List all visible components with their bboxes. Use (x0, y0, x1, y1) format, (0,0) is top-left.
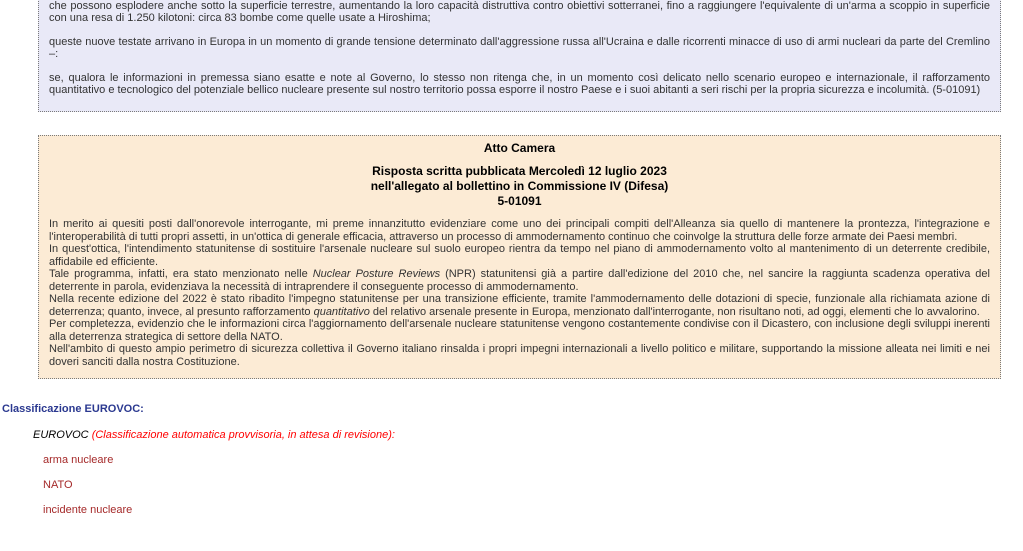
response-body-line: Nella recente edizione del 2022 è stato ribadito l'impegno statunitense per una transizione efficiente, tramite l'ammodernamento delle dotazioni di specie, funzionale alla richiamata azione di deterrenza; quanto, invece, al presunto rafforzamento quantitativo del relativo arsenale presente in Europa, menzionato dall'interrogante, non risultano noti, ad oggi, elementi che lo avvalorino. (49, 293, 990, 318)
response-bulletin-line: nell'allegato al bollettino in Commissione IV (Difesa) (370, 179, 669, 193)
response-body-line: In merito ai quesiti posti dall'onorevole interrogante, mi preme innanzitutto evidenziare come uno dei principali compiti dell'Alleanza sia quello di mantenere la prontezza, l'integrazione e l'interoperabilità di tutti propri assetti, in un'ottica di generale efficacia, attraverso un processo di ammodernamento continuo che coinvolge la struttura delle forze armate dei Paesi membri. (49, 218, 990, 243)
eurovoc-revision-note: (Classificazione automatica provvisoria, in attesa di revisione): (91, 429, 395, 441)
premise-paragraph: se, qualora le informazioni in premessa siano esatte e note al Governo, lo stesso non ritenga che, in un momento così delicato nello scenario europeo e internazionale, il rafforzamento quantitativo e tecnologico del potenziale bellico nucleare presente sul nostro territorio possa esporre il nostro Paese e i suoi abitanti a seri rischi per la propria sicurezza e incolumità. (5-01091) (49, 72, 990, 96)
premise-paragraph: queste nuove testate arrivano in Europa in un momento di grande tensione determinato dall'aggressione russa all'Ucraina e dalle ricorrenti minacce di uso di armi nucleari da parte del Cremlino –: (49, 36, 990, 60)
atto-camera-box (38, 135, 1001, 379)
eurovoc-label-line (33, 429, 1023, 442)
eurovoc-heading: Classificazione EUROVOC: (2, 403, 144, 415)
atto-camera-title: Atto Camera (483, 141, 556, 155)
eurovoc-label: EUROVOC (33, 429, 89, 441)
eurovoc-term-link[interactable]: NATO (43, 479, 73, 491)
response-body-line: Nell'ambito di questo ampio perimetro di sicurezza collettiva il Governo italiano rinsalda i propri impegni internazionali a livello politico e militare, supportando la missione alleata nei limiti e nei doveri sanciti dalla nostra Costituzione. (49, 343, 990, 368)
response-body-line: In quest'ottica, l'intendimento statunitense di sostituire l'arsenale nucleare sul suolo europeo rientra da tempo nel piano di ammodernamento volto al mantenimento di un deterrente credibile, affidabile ed efficiente. (49, 243, 990, 268)
eurovoc-section (0, 403, 1023, 517)
response-published-line: Risposta scritta pubblicata Mercoledì 12 luglio 2023 (372, 164, 667, 178)
response-body (49, 218, 990, 368)
response-body-line: Per completezza, evidenzio che le informazioni circa l'aggiornamento dell'arsenale nucleare statunitense vengono costantemente condivise con il Dicastero, con inclusione degli sviluppi inerenti alla deterrenza strategica di settore della NATO. (49, 318, 990, 343)
question-premise-box (38, 0, 1001, 112)
premise-paragraph: che possono esplodere anche sotto la superficie terrestre, aumentando la loro capacità distruttiva contro obiettivi sotterranei, fino a raggiungere l'equivalente di un'arma a scoppio in superficie con una resa di 1.250 kilotoni: circa 83 bombe come quelle usate a Hiroshima; (49, 0, 990, 24)
response-act-number: 5-01091 (497, 194, 542, 208)
response-header (49, 141, 990, 209)
response-body-line: Tale programma, infatti, era stato menzionato nelle Nuclear Posture Reviews (NPR) statunitensi già a partire dall'edizione del 2010 che, nel sancire la raggiunta scadenza operativa del deterrente in parola, evidenziava la necessità di intraprendere il conseguente processo di ammodernamento. (49, 268, 990, 293)
eurovoc-term-link[interactable]: incidente nucleare (43, 504, 133, 516)
eurovoc-term-link[interactable]: arma nucleare (43, 454, 114, 466)
